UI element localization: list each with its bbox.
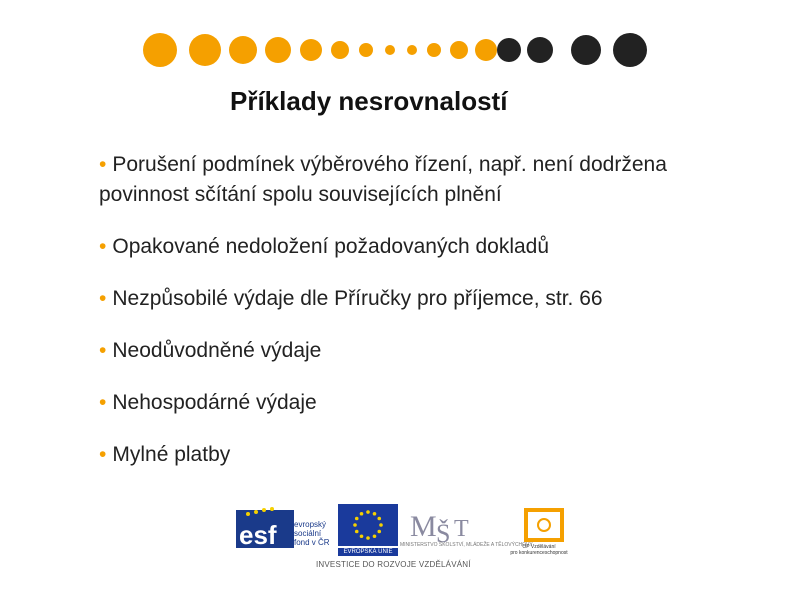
decorative-dot	[265, 37, 291, 63]
op-logo	[516, 504, 572, 546]
decorative-dot	[497, 38, 521, 62]
msmt-label: MINISTERSTVO ŠKOLSTVÍ, MLÁDEŽE A TĚLOVÝCHOVY	[400, 542, 533, 548]
esf-text	[294, 520, 330, 547]
bullet-text: Opakované nedoložení požadovaných dokladů	[112, 235, 550, 258]
decorative-dot	[427, 43, 441, 57]
bullet-mark: •	[99, 287, 107, 310]
bullet-text: Neodůvodněné výdaje	[112, 339, 322, 362]
op-label-line: pro konkurenceschopnost	[510, 550, 568, 556]
decorative-dots	[0, 0, 794, 80]
decorative-dot	[331, 41, 349, 59]
svg-text:T: T	[454, 516, 469, 542]
decorative-dot	[527, 37, 553, 63]
bullet-item	[99, 232, 759, 262]
bullet-item	[99, 336, 759, 366]
bullet-item	[99, 388, 759, 418]
bullet-item	[99, 284, 759, 314]
decorative-dot	[571, 35, 601, 65]
logo-strip	[234, 500, 574, 575]
svg-text:Š: Š	[436, 519, 451, 548]
svg-text:esf: esf	[239, 520, 277, 550]
bullet-text: Nehospodárné výdaje	[112, 391, 317, 414]
decorative-dot	[385, 45, 395, 55]
op-label-line: OP Vzdělávání	[522, 544, 556, 550]
eu-flag-icon	[338, 504, 398, 546]
decorative-dot	[143, 33, 177, 67]
invest-footer: INVESTICE DO ROZVOJE VZDĚLÁVÁNÍ	[316, 560, 471, 569]
esf-text-line: fond v ČR	[294, 538, 330, 547]
bullet-item	[99, 150, 759, 210]
esf-text-line: evropský	[294, 520, 327, 529]
op-label	[504, 544, 574, 556]
bullet-text: Nezpůsobilé výdaje dle Příručky pro příjemce, str. 66	[112, 287, 603, 310]
bullet-item	[99, 440, 759, 470]
bullet-mark: •	[99, 339, 107, 362]
decorative-dot	[613, 33, 647, 67]
bullet-list	[99, 150, 759, 492]
decorative-dot	[229, 36, 257, 64]
bullet-text: Porušení podmínek výběrového řízení, např. není dodržena povinnost sčítání spolu souvisejících plnění	[99, 153, 667, 206]
bullet-mark: •	[99, 153, 107, 176]
decorative-dot	[475, 39, 497, 61]
esf-text-line: sociální	[294, 529, 322, 538]
bullet-text: Mylné platby	[112, 443, 231, 466]
decorative-dot	[300, 39, 322, 61]
decorative-dot	[407, 45, 417, 55]
msmt-logo	[406, 502, 478, 558]
svg-text:M: M	[410, 510, 437, 543]
eu-label: EVROPSKÁ UNIE	[338, 548, 398, 556]
decorative-dot	[189, 34, 221, 66]
bullet-mark: •	[99, 391, 107, 414]
bullet-mark: •	[99, 443, 107, 466]
decorative-dot	[450, 41, 468, 59]
decorative-dot	[359, 43, 373, 57]
slide-title: Příklady nesrovnalostí	[230, 86, 508, 116]
bullet-mark: •	[99, 235, 107, 258]
